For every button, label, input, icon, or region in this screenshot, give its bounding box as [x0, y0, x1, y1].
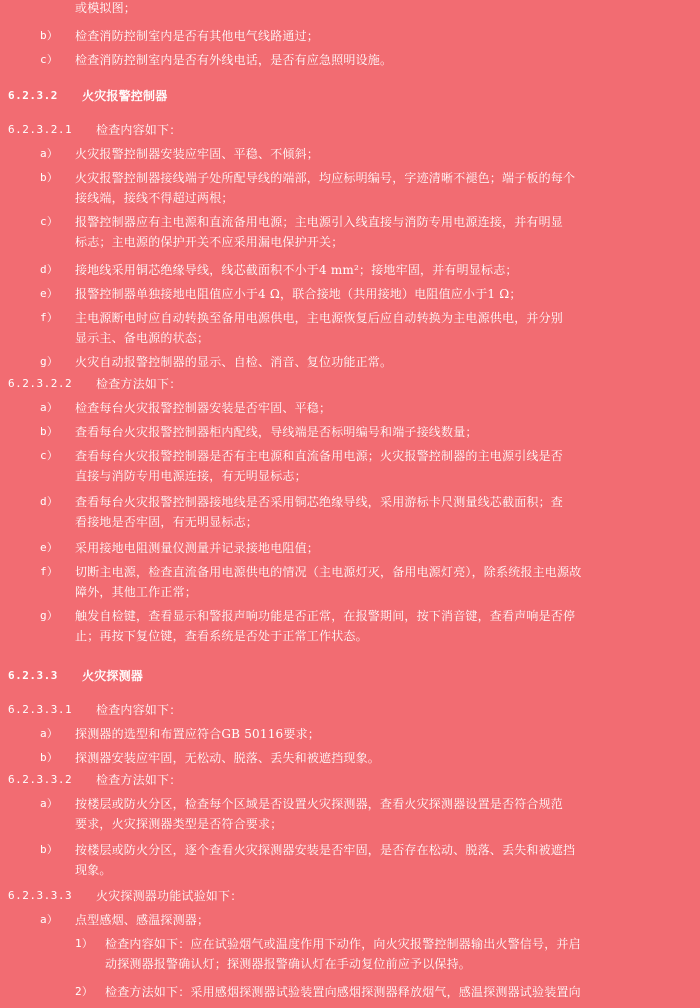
- list-marker: a）: [40, 147, 59, 160]
- list-marker: g）: [40, 609, 59, 622]
- paragraph-continuation: 现象。: [75, 863, 112, 877]
- list-item-text: 检查消防控制室内是否有其他电气线路通过；: [75, 29, 320, 43]
- list-marker: a）: [40, 797, 59, 810]
- paragraph-continuation: 止；再按下复位键，查看系统是否处于正常工作状态。: [75, 629, 368, 643]
- list-marker: f）: [40, 565, 59, 578]
- list-item-text: 火灾自动报警控制器的显示、自检、消音、复位功能正常。: [75, 355, 393, 369]
- list-item-text: 触发自检键，查看显示和警报声响功能是否正常，在报警期间，按下消音键，查看声响是否停: [75, 609, 576, 623]
- clause-title: 检查方法如下：: [96, 773, 182, 787]
- list-item-text: 切断主电源，检查直流备用电源供电的情况（主电源灯灭，备用电源灯亮），除系统报主电源故: [75, 565, 582, 579]
- paragraph-continuation: 标志；主电源的保护开关不应采用漏电保护开关；: [75, 235, 344, 249]
- list-marker: b）: [40, 425, 59, 438]
- list-marker: b）: [40, 843, 59, 856]
- list-item-text: 接地线采用铜芯绝缘导线，线芯截面积不小于4 mm²；接地牢固，并有明显标志；: [75, 263, 518, 277]
- clause-title: 检查方法如下：: [96, 377, 182, 391]
- clause-number: 6.2.3.3.1: [8, 703, 73, 716]
- clause-number: 6.2.3.2.1: [8, 123, 73, 136]
- clause-title: 检查内容如下：: [96, 123, 182, 137]
- list-item-text: 主电源断电时应自动转换至备用电源供电，主电源恢复后应自动转换为主电源供电，并分别: [75, 311, 564, 325]
- list-item-text: 检查方法如下：采用感烟探测器试验装置向感烟探测器释放烟气，感温探测器试验装置向: [105, 985, 581, 999]
- clause-number: 6.2.3.3.3: [8, 889, 73, 902]
- list-item-text: 火灾报警控制器接线端子处所配导线的端部，均应标明编号，字迹清晰不褪色；端子板的每个: [75, 171, 576, 185]
- list-item-text: 探测器安装应牢固，无松动、脱落、丢失和被遮挡现象。: [75, 751, 381, 765]
- list-marker: d）: [40, 495, 59, 508]
- clause-title: 检查内容如下：: [96, 703, 182, 717]
- list-marker: e）: [40, 287, 59, 300]
- list-marker: c）: [40, 215, 59, 228]
- paragraph-continuation: 动探测器报警确认灯；探测器报警确认灯在手动复位前应予以保持。: [105, 957, 472, 971]
- list-marker: c）: [40, 53, 59, 66]
- list-item-text: 查看每台火灾报警控制器接地线是否采用铜芯绝缘导线，采用游标卡尺测量线芯截面积；查: [75, 495, 564, 509]
- list-item-text: 采用接地电阻测量仪测量并记录接地电阻值；: [75, 541, 320, 555]
- clause-number: 6.2.3.3.2: [8, 773, 73, 786]
- list-marker: 1）: [75, 937, 94, 950]
- list-item-text: 检查内容如下：应在试验烟气或温度作用下动作，向火灾报警控制器输出火警信号，并启: [105, 937, 581, 951]
- section-number: 6.2.3.3: [8, 669, 58, 682]
- list-marker: b）: [40, 171, 59, 184]
- list-item-text: 查看每台火灾报警控制器柜内配线，导线端是否标明编号和端子接线数量；: [75, 425, 478, 439]
- clause-title: 火灾探测器功能试验如下：: [96, 889, 243, 903]
- list-item-text: 点型感烟、感温探测器；: [75, 913, 210, 927]
- list-item-text: 报警控制器单独接地电阻值应小于4 Ω，联合接地（共用接地）电阻值应小于1 Ω；: [75, 287, 522, 301]
- list-marker: f）: [40, 311, 59, 324]
- list-item-text: 检查消防控制室内是否有外线电话，是否有应急照明设施。: [75, 53, 393, 67]
- section-heading: 火灾报警控制器: [82, 89, 168, 103]
- paragraph-continuation: 看接地是否牢固，有无明显标志；: [75, 515, 259, 529]
- list-marker: g）: [40, 355, 59, 368]
- list-marker: e）: [40, 541, 59, 554]
- paragraph-continuation: 显示主、备电源的状态；: [75, 331, 210, 345]
- list-item-text: 报警控制器应有主电源和直流备用电源；主电源引入线直接与消防专用电源连接，并有明显: [75, 215, 564, 229]
- list-marker: a）: [40, 401, 59, 414]
- section-number: 6.2.3.2: [8, 89, 58, 102]
- list-marker: b）: [40, 29, 59, 42]
- list-item-text: 按楼层或防火分区，检查每个区域是否设置火灾探测器，查看火灾探测器设置是否符合规范: [75, 797, 564, 811]
- list-marker: 2）: [75, 985, 94, 998]
- clause-number: 6.2.3.2.2: [8, 377, 73, 390]
- list-item-text: 火灾报警控制器安装应牢固、平稳、不倾斜；: [75, 147, 320, 161]
- list-marker: b）: [40, 751, 59, 764]
- list-marker: c）: [40, 449, 59, 462]
- list-item-text: 检查每台火灾报警控制器安装是否牢固、平稳；: [75, 401, 332, 415]
- paragraph-continuation: 直接与消防专用电源连接，有无明显标志；: [75, 469, 307, 483]
- paragraph-continuation: 障外，其他工作正常；: [75, 585, 198, 599]
- paragraph-continuation: 接线端，接线不得超过两根；: [75, 191, 234, 205]
- list-item-text: 按楼层或防火分区，逐个查看火灾探测器安装是否牢固，是否存在松动、脱落、丢失和被遮挡: [75, 843, 576, 857]
- list-marker: a）: [40, 727, 59, 740]
- list-item-text: 探测器的选型和布置应符合GB 50116要求；: [75, 727, 320, 741]
- list-marker: a）: [40, 913, 59, 926]
- paragraph-continuation: 要求，火灾探测器类型是否符合要求；: [75, 817, 283, 831]
- list-marker: d）: [40, 263, 59, 276]
- section-heading: 火灾探测器: [82, 669, 144, 683]
- list-item-text: 查看每台火灾报警控制器是否有主电源和直流备用电源；火灾报警控制器的主电源引线是否: [75, 449, 564, 463]
- paragraph-continuation: 或模拟图；: [75, 1, 137, 15]
